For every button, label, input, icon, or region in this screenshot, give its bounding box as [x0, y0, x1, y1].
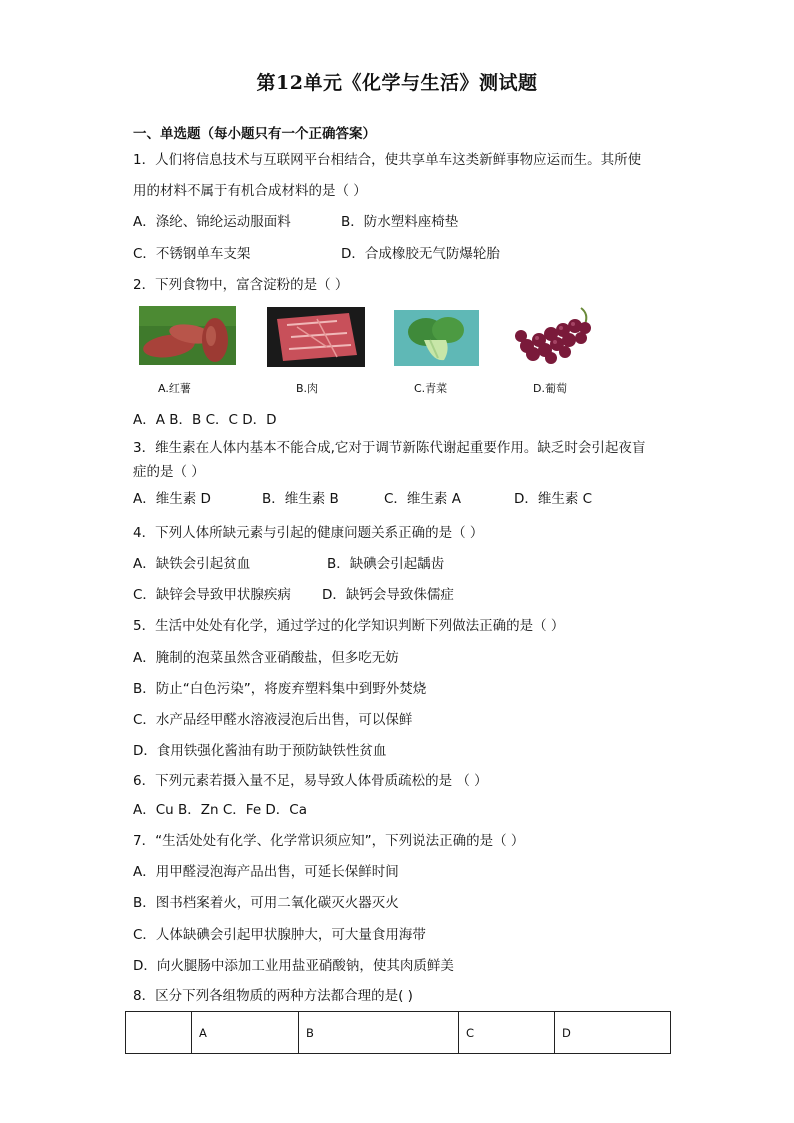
q2-stem: 2．下列食物中，富含淀粉的是（ ）: [133, 277, 349, 293]
q8-table: [125, 1011, 671, 1054]
q1-stem-line2: 用的材料不属于有机合成材料的是（ ）: [133, 183, 367, 199]
q3-stem-line2: 症的是（ ）: [133, 464, 205, 480]
q1-option-c: C．不锈钢单车支架: [133, 246, 251, 262]
q7-option-a: A．用甲醛浸泡海产品出售，可延长保鲜时间: [133, 864, 399, 880]
q1-option-b: B．防水塑料座椅垫: [341, 214, 459, 230]
q5-option-c: C．水产品经甲醛水溶液浸泡后出售，可以保鲜: [133, 712, 413, 728]
page-title: 第12单元《化学与生活》测试题: [256, 72, 538, 94]
q6-options: A．Cu B．Zn C．Fe D．Ca: [133, 802, 308, 818]
bok-choy-image: [394, 310, 479, 366]
table-row: [126, 1012, 671, 1054]
q4-stem: 4．下列人体所缺元素与引起的健康问题关系正确的是（ ）: [133, 525, 484, 541]
q7-option-d: D．向火腿肠中添加工业用盐亚硝酸钠，使其肉质鲜美: [133, 958, 454, 974]
q2-caption-a: A.红薯: [158, 382, 191, 395]
q5-option-b: B．防止“白色污染”，将废弃塑料集中到野外焚烧: [133, 681, 427, 697]
q1-stem-line1: 1．人们将信息技术与互联网平台相结合，使共享单车这类新鲜事物应运而生。其所使: [133, 152, 642, 168]
q1-option-a: A．涤纶、锦纶运动服面料: [133, 214, 291, 230]
q4-option-a: A．缺铁会引起贫血: [133, 556, 251, 572]
meat-image: [267, 307, 365, 367]
q3-option-a: A．维生素 D: [133, 491, 211, 507]
section-heading: 一、单选题（每小题只有一个正确答案）: [133, 126, 376, 142]
q3-option-d: D．维生素 C: [514, 491, 593, 507]
q5-option-d: D．食用铁强化酱油有助于预防缺铁性贫血: [133, 743, 387, 759]
q8-header-a: A: [192, 1012, 299, 1054]
sweet-potato-image: [139, 306, 236, 365]
q6-stem: 6．下列元素若摄入量不足，易导致人体骨质疏松的是 （ ）: [133, 773, 488, 789]
q8-stem: 8．区分下列各组物质的两种方法都合理的是( ): [133, 988, 413, 1004]
q8-header-empty: [126, 1012, 192, 1054]
q8-header-b: B: [299, 1012, 459, 1054]
q2-caption-b: B.肉: [296, 382, 319, 395]
q3-option-b: B．维生素 B: [262, 491, 339, 507]
q4-option-c: C．缺锌会导致甲状腺疾病: [133, 587, 291, 603]
q7-option-c: C．人体缺碘会引起甲状腺肿大，可大量食用海带: [133, 927, 426, 943]
q8-header-c: C: [459, 1012, 555, 1054]
q4-option-b: B．缺碘会引起龋齿: [327, 556, 445, 572]
q5-stem: 5．生活中处处有化学，通过学过的化学知识判断下列做法正确的是（ ）: [133, 618, 565, 634]
q4-option-d: D．缺钙会导致侏儒症: [322, 587, 454, 603]
q3-option-c: C．维生素 A: [384, 491, 461, 507]
q2-caption-c: C.青菜: [414, 382, 448, 395]
q7-stem: 7．“生活处处有化学、化学常识须应知”，下列说法正确的是（ ）: [133, 833, 525, 849]
q5-option-a: A．腌制的泡菜虽然含亚硝酸盐，但多吃无妨: [133, 650, 399, 666]
q2-caption-d: D.葡萄: [533, 382, 567, 395]
q1-option-d: D．合成橡胶无气防爆轮胎: [341, 246, 500, 262]
q2-options: A．A B．B C．C D．D: [133, 412, 277, 428]
q3-stem-line1: 3．维生素在人体内基本不能合成,它对于调节新陈代谢起重要作用。缺乏时会引起夜盲: [133, 440, 646, 456]
grapes-image: [509, 304, 599, 370]
q7-option-b: B．图书档案着火，可用二氧化碳灭火器灭火: [133, 895, 399, 911]
q8-header-d: D: [555, 1012, 671, 1054]
